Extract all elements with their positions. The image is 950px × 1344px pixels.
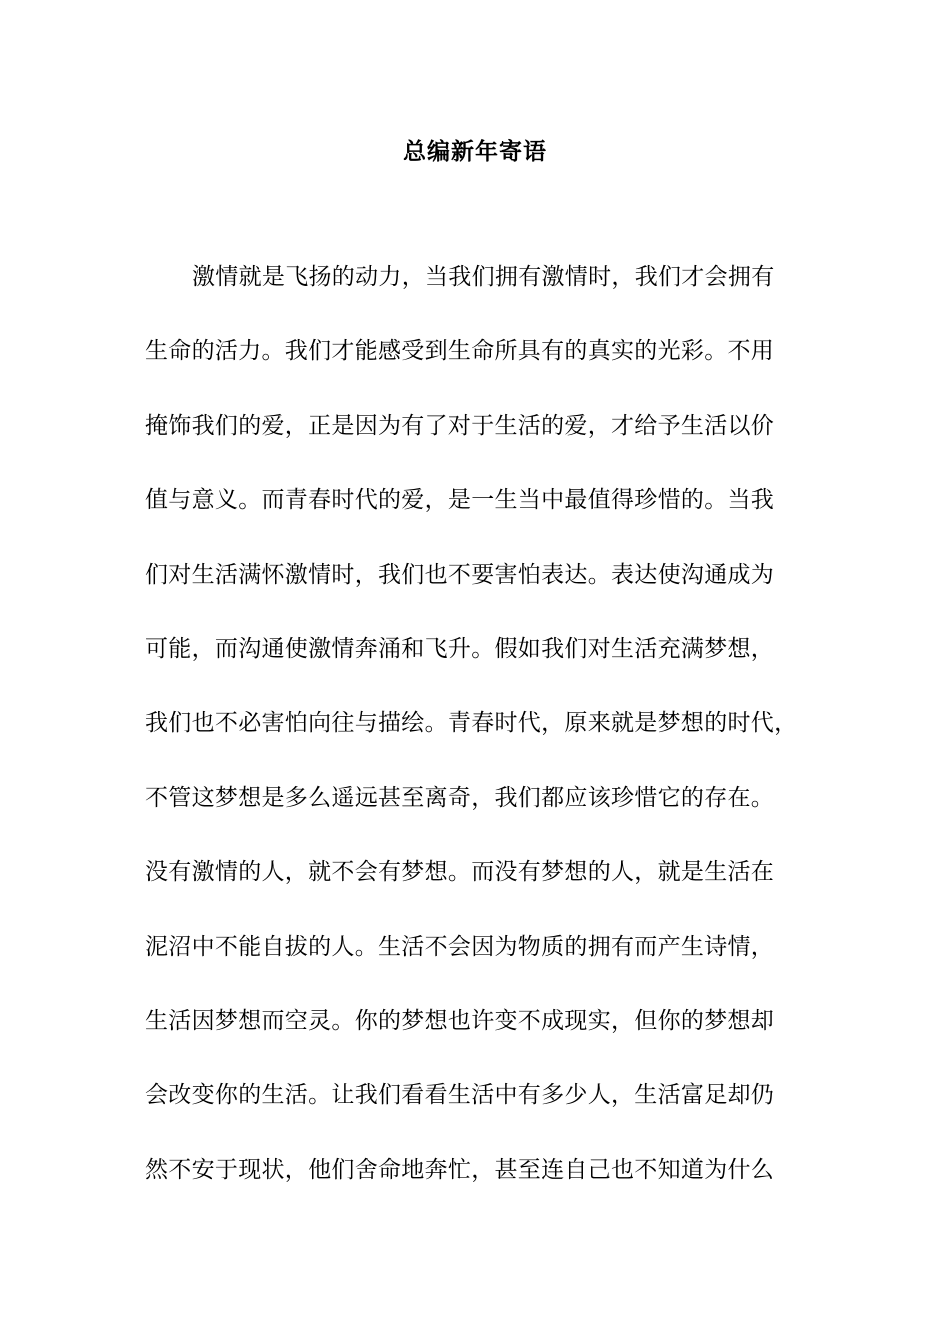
paragraph-line: 泥沼中不能自拔的人。生活不会因为物质的拥有而产生诗情， — [145, 933, 775, 960]
document-body — [145, 255, 815, 1222]
paragraph-line: 可能，而沟通使激情奔涌和飞升。假如我们对生活充满梦想， — [145, 635, 775, 662]
paragraph-line: 生活因梦想而空灵。你的梦想也许变不成现实，但你的梦想却 — [145, 1007, 775, 1034]
paragraph-line: 然不安于现状，他们舍命地奔忙，甚至连自己也不知道为什么 — [145, 1156, 775, 1183]
paragraph-line: 生命的活力。我们才能感受到生命所具有的真实的光彩。不用 — [145, 338, 775, 365]
paragraph-line: 没有激情的人，就不会有梦想。而没有梦想的人，就是生活在 — [145, 859, 775, 886]
paragraph-line: 掩饰我们的爱，正是因为有了对于生活的爱，才给予生活以价 — [145, 412, 775, 439]
paragraph-line: 会改变你的生活。让我们看看生活中有多少人，生活富足却仍 — [145, 1082, 775, 1109]
paragraph-line: 值与意义。而青春时代的爱，是一生当中最值得珍惜的。当我 — [145, 487, 775, 514]
paragraph-line: 激情就是飞扬的动力，当我们拥有激情时，我们才会拥有 — [192, 264, 775, 290]
document-title: 总编新年寄语 — [403, 139, 547, 165]
paragraph-line: 我们也不必害怕向往与描绘。青春时代，原来就是梦想的时代， — [145, 710, 798, 737]
paragraph-line: 不管这梦想是多么遥远甚至离奇，我们都应该珍惜它的存在。 — [145, 784, 775, 811]
paragraph-line: 们对生活满怀激情时，我们也不要害怕表达。表达使沟通成为 — [145, 561, 775, 588]
